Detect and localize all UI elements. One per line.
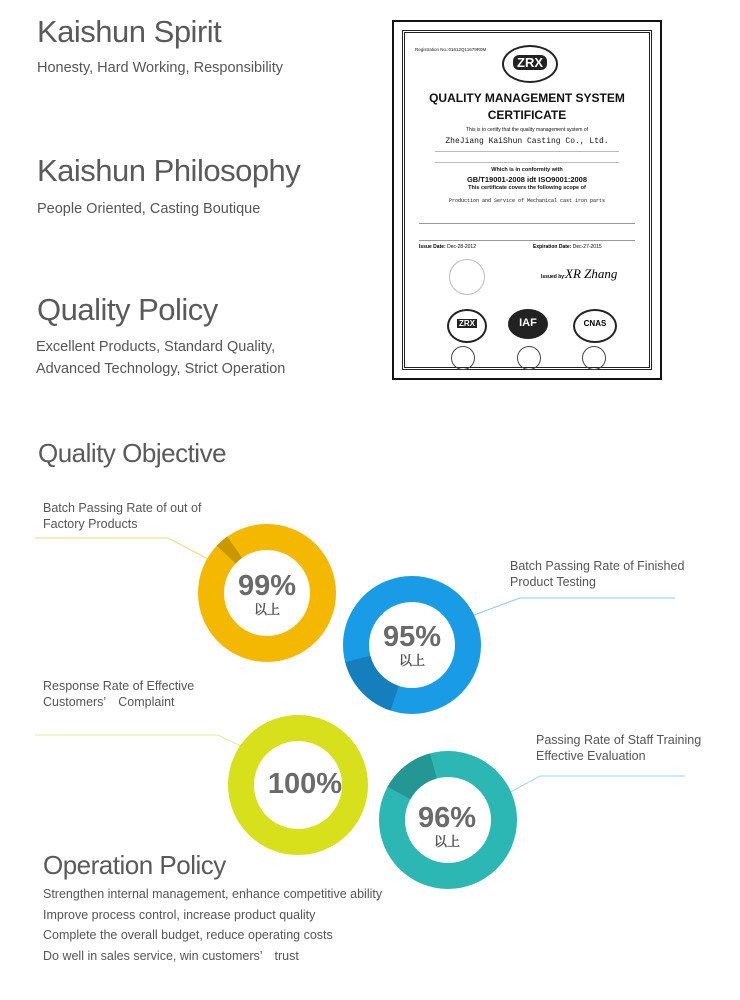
objective-label-2-line-1: Batch Passing Rate of Finished — [510, 559, 685, 573]
cert-issue-value: Dec-28-2012 — [447, 244, 476, 250]
cert-signature: XR Zhang — [565, 266, 618, 281]
cert-fine-print — [419, 223, 635, 241]
objective-value-1 — [217, 570, 317, 618]
cert-expiry-label: Expiration Date: — [533, 244, 572, 250]
cnas-logo-text: CNAS — [583, 319, 607, 328]
operation-policy-line-1: Strengthen internal management, enhance competitive ability — [43, 887, 383, 901]
objective-label-3-line-1: Response Rate of Effective — [43, 679, 195, 693]
objective-pct-4: 96% — [417, 802, 477, 834]
cert-company: ZheJiang KaiShun Casting Co., Ltd. — [445, 137, 609, 146]
objective-pct-2: 95% — [382, 621, 442, 653]
iaf-logo-text: IAF — [519, 317, 537, 329]
objective-label-3-line-2: Customers’ Complaint — [43, 695, 175, 709]
objective-label-4-line-2: Effective Evaluation — [536, 749, 646, 763]
zrx-logo — [502, 45, 558, 83]
quality-policy-line-2: Advanced Technology, Strict Operation — [36, 361, 286, 377]
cert-issue-date — [419, 244, 476, 250]
objective-label-2-line-2: Product Testing — [510, 575, 596, 589]
philosophy-text: People Oriented, Casting Boutique — [37, 201, 261, 217]
operation-policy-title: Operation Policy — [43, 850, 226, 880]
cert-scope: Production and Service of Mechanical cast iron parts — [448, 198, 606, 204]
objective-label-2 — [510, 558, 684, 590]
cnas-logo — [573, 309, 617, 343]
cert-stamp-red — [449, 259, 485, 295]
objective-label-1 — [43, 500, 201, 532]
operation-policy-line-2: Improve process control, increase product quality — [43, 907, 316, 922]
objective-label-4-line-1: Passing Rate of Staff Training — [536, 733, 702, 747]
objective-suffix-2: 以上 — [398, 653, 425, 668]
objective-pct-3: 100% — [267, 768, 343, 800]
objective-suffix-1: 以上 — [253, 602, 280, 617]
objective-value-2 — [362, 621, 462, 669]
quality-objective-title: Quality Objective — [38, 438, 227, 468]
cert-issue-label: Issue Date: — [419, 244, 446, 250]
certificate-image — [392, 20, 662, 380]
quality-policy-line-1: Excellent Products, Standard Quality, — [36, 339, 276, 355]
philosophy-title: Kaishun Philosophy — [37, 153, 301, 188]
spirit-text: Honesty, Hard Working, Responsibility — [37, 60, 284, 76]
objective-value-4 — [397, 802, 497, 850]
leader-line-2 — [466, 598, 675, 618]
cert-zrx-seal — [447, 309, 487, 343]
objective-label-3 — [43, 678, 194, 710]
cert-stamp-2 — [517, 346, 541, 370]
cert-standard: GB/T19001-2008 idt ISO9001:2008 — [466, 175, 588, 184]
objective-suffix-4: 以上 — [433, 834, 460, 849]
operation-policy-line-3: Complete the overall budget, reduce operating costs — [43, 928, 333, 942]
ring-1-remainder-arc — [226, 547, 234, 554]
cert-stamp-3 — [582, 346, 606, 370]
objective-value-3 — [246, 768, 364, 800]
cert-address-lines — [435, 151, 619, 163]
objective-label-1-line-1: Batch Passing Rate of out of — [43, 501, 202, 515]
leader-line-3 — [35, 735, 245, 748]
spirit-title: Kaishun Spirit — [37, 14, 222, 49]
cert-certify: This is to certify that the quality management system of — [466, 127, 588, 133]
ring-4-remainder-arc — [399, 766, 433, 793]
objective-label-1-line-2: Factory Products — [43, 517, 138, 531]
operation-policy-line-4: Do well in sales service, win customers’ trust — [43, 948, 299, 963]
leader-line-4 — [503, 776, 685, 796]
quality-policy-title: Quality Policy — [37, 292, 218, 327]
objective-label-4 — [536, 732, 701, 764]
zrx-logo-text: ZRX — [513, 55, 547, 70]
leader-line-1 — [35, 538, 210, 560]
objective-pct-1: 99% — [237, 570, 297, 602]
quality-policy-text — [36, 336, 285, 380]
cert-issued-by: Issued by: — [541, 274, 566, 280]
cert-zrx-seal-text: ZRX — [459, 319, 475, 328]
iaf-logo — [508, 309, 548, 339]
cert-stamp-1 — [451, 346, 475, 370]
cert-conformity: Which is in conformity with — [491, 167, 563, 173]
cert-title-1: QUALITY MANAGEMENT SYSTEM — [429, 91, 625, 105]
cert-reg-no: Registration No.:01612Q11679R0M — [415, 47, 487, 52]
cert-expiry-value: Dec-27-2015 — [572, 244, 602, 250]
operation-policy-text — [43, 884, 382, 966]
cert-scope-intro: This certificate covers the following scope of — [468, 185, 586, 191]
cert-expiry-date — [533, 244, 602, 250]
certificate-border — [402, 30, 652, 370]
cert-title-2: CERTIFICATE — [487, 108, 567, 122]
